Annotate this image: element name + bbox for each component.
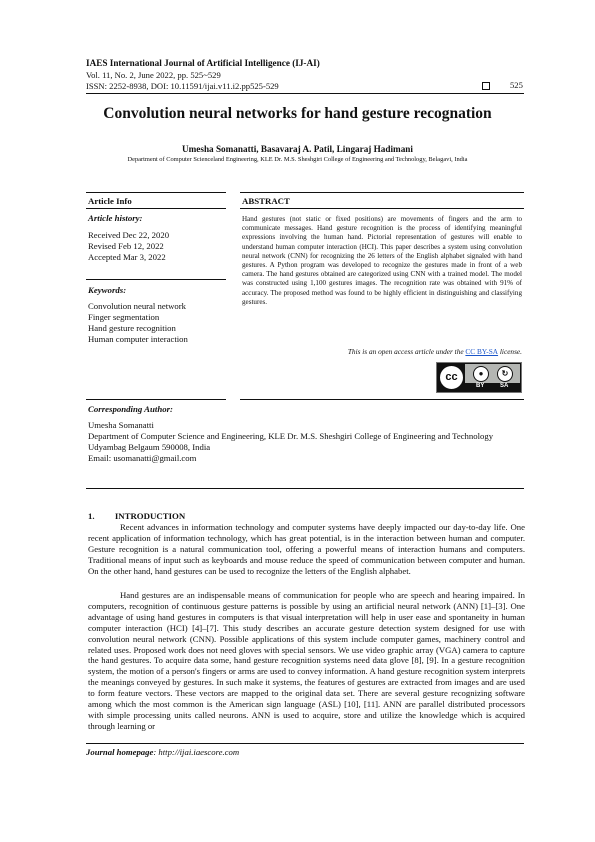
homepage-url[interactable]: : http://ijai.iaescore.com	[153, 747, 240, 757]
article-info-bottom-rule	[86, 399, 226, 400]
page-number: 525	[510, 80, 523, 90]
abstract-top-rule	[240, 192, 524, 193]
license-suffix: license.	[498, 347, 522, 356]
section-title: INTRODUCTION	[114, 511, 186, 521]
homepage-label: Journal homepage	[86, 747, 154, 757]
paper-title: Convolution neural networks for hand gesture recognation	[103, 105, 492, 122]
badge-sa-label: SA	[500, 383, 509, 389]
intro-paragraph-2: Hand gestures are an indispensable means of communication for people who are speech and hearing impaired. In computers, recognition of continuous gesture patterns is possible by using an artificial neural network (ANN) [1]–[3]. One advantage of using hand gestures in computers is that visual interpretation will help in user ease and spontaneity in human computer interaction (HCI) [4]–[7]. This study describes an accurate gesture detection system designed for use with convolution neural network (CNN). Possible applications of this system include computer games, machinery control and related uses. Proposed work does not need gloves with special sensors. We use video graphic array (VGA) camera to capture the hand gestures. To acquire data some, hand gesture recognition systems need data glove [8], [9]. In a gesture recognition system, the motion of a person's fingers or arms are used to convey information. A hand gesture recognition system interprets the meanings conveyed by gestures. In such make it systems, the features of gestures are extracted from images and are used to form feature vectors. These vectors are mapped to the original data set. There are several gesture recognizing software among which the most common is the American sign language (ASL) [10], [11]. ANN are parallel distributed processors with simple processing units called neurons. ANN is used to acquire, store and utilize the knowledge which is acquired through learning or	[88, 590, 525, 731]
author-email[interactable]: Email: usomanatti@gmail.com	[88, 453, 197, 463]
accepted-date: Accepted Mar 3, 2022	[88, 252, 166, 263]
abstract-bottom-rule	[240, 399, 524, 400]
article-info-heading-rule	[86, 208, 226, 209]
cc-logo-icon: cc	[439, 365, 464, 390]
author-department: Department of Computer Science and Engineering, KLE Dr. M.S. Sheshgiri College of Engineering and Technology	[88, 431, 494, 441]
cc-badge-icons	[465, 364, 520, 383]
square-icon	[482, 82, 490, 90]
section-heading-introduction	[88, 511, 185, 521]
keywords-top-rule	[86, 279, 226, 280]
abstract-heading: ABSTRACT	[242, 196, 290, 206]
author-address: Udyambag Belgaum 590008, India	[88, 442, 211, 452]
journal-volume: Vol. 11, No. 2, June 2022, pp. 525~529	[86, 70, 221, 80]
abstract-heading-rule	[240, 208, 524, 209]
received-date: Received Dec 22, 2020	[88, 230, 170, 240]
intro-paragraph-1: Recent advances in information technology and computer systems have deeply impacted our day-to-day life. One recent application of information technology, which has great potential, is in the interaction between human and computer. Gesture recognition is a natural communication tool, offering a powerful means of interaction humans and computers. Traditional means of input such as keyboards and mouse reduce the speed of communication between computer and human. On the other hand, hand gestures can be used to recognize the letters of the English alphabet.	[88, 522, 525, 576]
badge-by-label: BY	[476, 383, 485, 389]
corresponding-author-heading: Corresponding Author:	[88, 404, 173, 414]
abstract-text: Hand gestures (not static or fixed positions) are movements of fingers and the arm to communicate messages. Hand gesture recognition is the process of identifying meaningful expressions involving the human hand. Pictorial representation of gestures will enable to understand human computer interaction (HCI). This paper describes a system using convolution neural network (CNN) for recognizing the 26 letters of the English alphabet signaled with hand gestures. A Python program was developed to recognize the gestures made in front of a web camera. The hand gestures obtained are categorized using CNN with a trained model. The model was constructed using 1,100 gestures images. The recognition rate was obtained with 91% of accuracy. The proposed method was found to be highly efficient in distinguishing and classifying gestures.	[242, 215, 522, 306]
journal-issn-doi: ISSN: 2252-8938, DOI: 10.11591/ijai.v11.i2.pp525-529	[86, 81, 279, 91]
revised-date: Revised Feb 12, 2022	[88, 241, 164, 252]
keywords-list	[88, 301, 188, 345]
keyword-item: Convolution neural network	[88, 301, 186, 311]
article-info-top-rule	[86, 192, 226, 193]
section-number: 1.	[88, 511, 95, 521]
keyword-item: Hand gesture recognition	[88, 323, 176, 334]
cc-badge-labels	[465, 383, 520, 391]
keyword-item: Finger segmentation	[88, 312, 160, 323]
footer-rule	[86, 743, 524, 744]
keywords-label: Keywords:	[88, 285, 127, 295]
corresponding-bottom-rule	[86, 488, 524, 489]
paper-authors: Umesha Somanatti, Basavaraj A. Patil, Lingaraj Hadimani	[182, 144, 413, 154]
article-history-dates	[88, 230, 169, 263]
cc-by-sa-badge[interactable]	[436, 362, 522, 393]
article-info-heading: Article Info	[88, 196, 132, 206]
license-link[interactable]: CC BY-SA	[465, 347, 499, 356]
author-name: Umesha Somanatti	[88, 420, 154, 430]
keyword-item: Human computer interaction	[88, 334, 188, 345]
journal-title: IAES International Journal of Artificial Intelligence (IJ-AI)	[86, 58, 320, 68]
corresponding-author-details	[88, 420, 528, 464]
license-prefix: This is an open access article under the	[347, 347, 466, 356]
header-rule	[86, 93, 524, 94]
share-alike-icon: ↻	[497, 366, 513, 382]
license-statement	[242, 347, 522, 356]
person-icon: ●	[473, 366, 489, 382]
paper-affiliation: Department of Computer Scienceland Engineering, KLE Dr. M.S. Sheshgiri College of Engineering and Technology, Belagavi, India	[127, 156, 468, 163]
journal-homepage[interactable]	[86, 747, 239, 757]
article-history-label: Article history:	[88, 213, 143, 223]
